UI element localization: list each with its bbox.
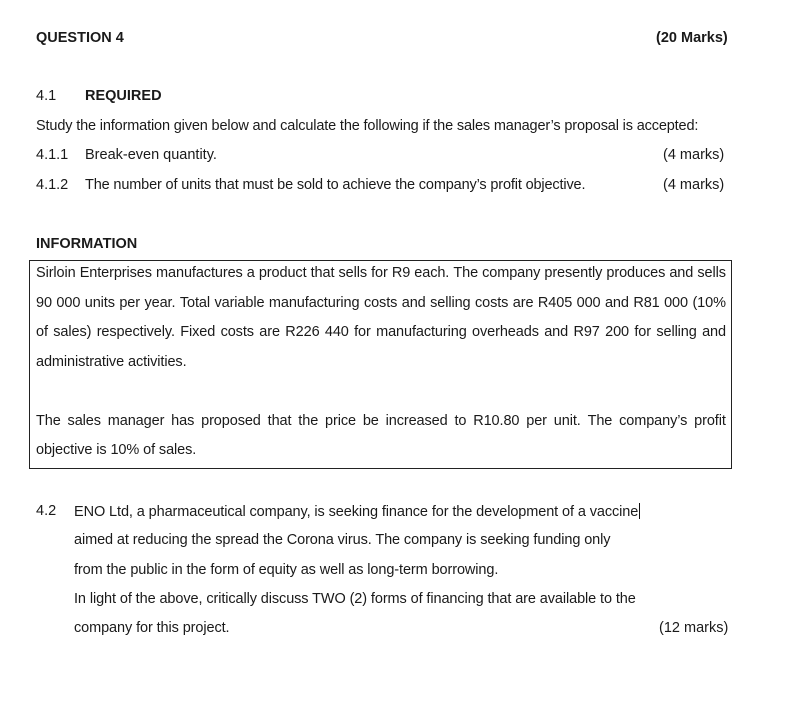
word: to: [454, 413, 467, 429]
word: profit: [694, 413, 726, 429]
word: 000: [56, 295, 81, 311]
information-box: [29, 260, 732, 469]
word: Sirloin: [36, 265, 76, 281]
item-text-4-1-2: The number of units that must be sold to achieve the company’s profit objective.: [85, 177, 586, 193]
word: costs: [363, 295, 398, 311]
info-paragraph-line: [36, 295, 726, 311]
word: R81: [633, 295, 660, 311]
text-cursor: [639, 503, 640, 519]
word: has: [171, 413, 195, 429]
word: per: [119, 295, 141, 311]
word: selling: [656, 324, 697, 340]
word: and: [702, 324, 726, 340]
word: and: [604, 295, 629, 311]
word: R405: [537, 295, 573, 311]
word: year.: [144, 295, 176, 311]
word: R97: [573, 324, 600, 340]
word: a: [246, 265, 255, 281]
word: manufacturing: [376, 324, 467, 340]
word: and: [669, 265, 694, 281]
word: costs: [220, 324, 254, 340]
word: 200: [605, 324, 630, 340]
word: that: [267, 413, 292, 429]
information-heading: INFORMATION: [36, 236, 138, 252]
word: Enterprises: [79, 265, 152, 281]
word: for: [634, 324, 651, 340]
word: (10%: [692, 295, 726, 311]
info-paragraph-last-line: objective is 10% of sales.: [36, 442, 197, 458]
word: that: [310, 265, 335, 281]
word: be: [362, 413, 379, 429]
item-text-4-1-1: Break-even quantity.: [85, 147, 217, 163]
word: proposed: [201, 413, 261, 429]
required-heading: REQUIRED: [85, 88, 162, 104]
word: for: [371, 265, 388, 281]
word: and: [544, 324, 569, 340]
question-4-2-marks: (12 marks): [659, 620, 729, 636]
item-number-4-1-2: 4.1.2: [36, 177, 69, 193]
word: the: [298, 413, 319, 429]
word: overheads: [472, 324, 539, 340]
word: sells: [338, 265, 368, 281]
word: unit.: [553, 413, 581, 429]
word: manufacturing: [268, 295, 360, 311]
item-number-4-1-1: 4.1.1: [36, 147, 69, 163]
instruction-text: Study the information given below and calculate the following if the sales manager’s proposal is accepted:: [36, 118, 699, 134]
word: presently: [544, 265, 603, 281]
word: of: [36, 324, 48, 340]
word: manufactures: [156, 265, 243, 281]
word: sales): [53, 324, 92, 340]
word: Fixed: [180, 324, 216, 340]
word: respectively.: [96, 324, 175, 340]
word: price: [325, 413, 356, 429]
info-paragraph-line: [36, 265, 726, 281]
question-4-2-line: company for this project.: [74, 620, 230, 636]
word: company’s: [619, 413, 688, 429]
question-title: QUESTION 4: [36, 30, 124, 46]
word: 440: [324, 324, 349, 340]
info-paragraph-line: [36, 324, 726, 340]
word: manager: [107, 413, 165, 429]
word: The: [453, 265, 479, 281]
word: are: [259, 324, 280, 340]
word: for: [354, 324, 371, 340]
word: variable: [214, 295, 265, 311]
word: company: [482, 265, 541, 281]
question-4-2-line: aimed at reducing the spread the Corona virus. The company is seeking funding only: [74, 532, 611, 548]
word: product: [258, 265, 307, 281]
word: per: [526, 413, 547, 429]
word: 90: [36, 295, 52, 311]
word: costs: [474, 295, 509, 311]
word: selling: [430, 295, 471, 311]
word: R226: [285, 324, 320, 340]
word: are: [512, 295, 534, 311]
word: produces: [606, 265, 666, 281]
question-4-2-line: from the public in the form of equity as well as long-term borrowing.: [74, 562, 499, 578]
section-number-4-2: 4.2: [36, 503, 57, 519]
word: R9: [391, 265, 411, 281]
section-number-4-1: 4.1: [36, 88, 57, 104]
word: The: [36, 413, 61, 429]
word: sales: [67, 413, 101, 429]
word: Total: [179, 295, 210, 311]
question-4-2-line: [74, 503, 640, 520]
item-marks-4-1-2: (4 marks): [663, 177, 725, 193]
word: units: [84, 295, 115, 311]
info-paragraph-line: [36, 413, 726, 429]
item-marks-4-1-1: (4 marks): [663, 147, 725, 163]
info-paragraph-last-line: administrative activities.: [36, 354, 187, 370]
word: each.: [414, 265, 450, 281]
word: sells: [697, 265, 726, 281]
word: increased: [385, 413, 448, 429]
word: 000: [664, 295, 688, 311]
word: The: [587, 413, 613, 429]
word: 000: [576, 295, 601, 311]
question-marks: (20 Marks): [656, 30, 728, 46]
question-4-2-line: In light of the above, critically discuss TWO (2) forms of financing that are available to the: [74, 591, 636, 607]
question-4-2-text: ENO Ltd, a pharmaceutical company, is seeking finance for the development of a vaccine: [74, 504, 639, 520]
word: R10.80: [473, 413, 520, 429]
word: and: [401, 295, 426, 311]
